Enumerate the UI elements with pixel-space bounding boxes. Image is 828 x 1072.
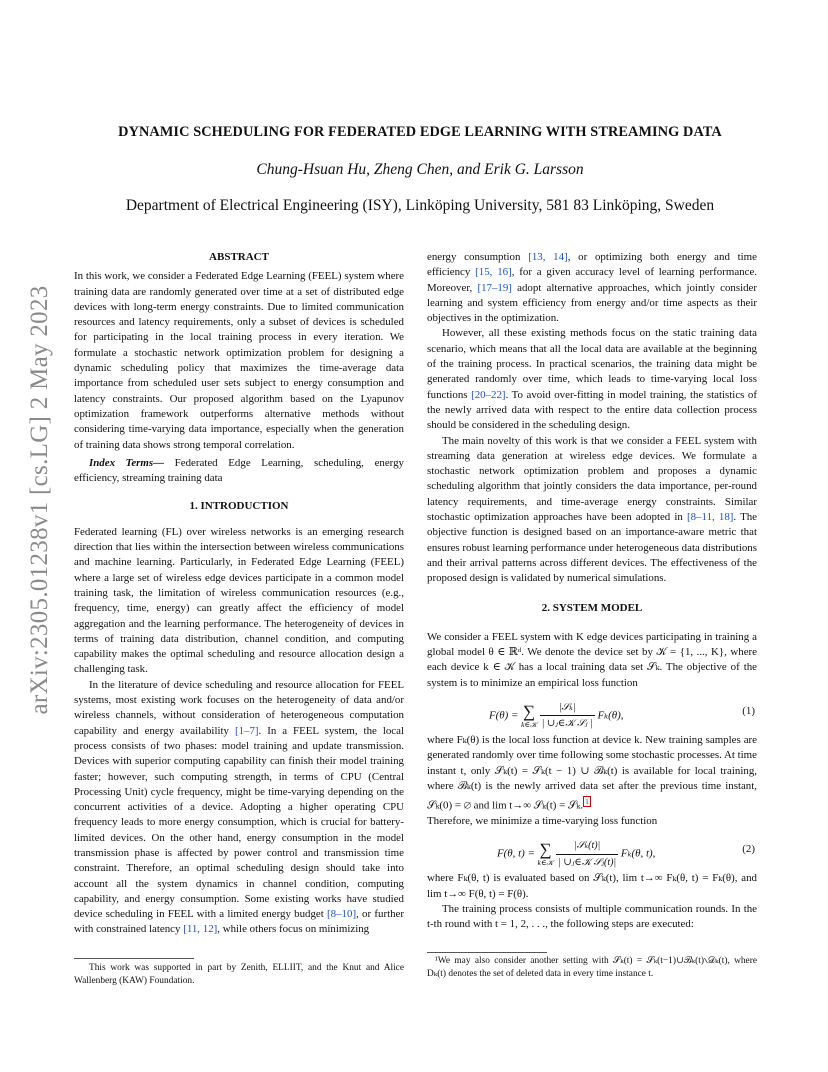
abstract-heading: ABSTRACT (209, 251, 269, 263)
eq1-fraction (540, 700, 595, 732)
arxiv-stamp-text: arXiv:2305.01238v1 [cs.LG] 2 May 2023 (26, 285, 53, 715)
equation-1-body (489, 700, 623, 732)
eq2-rhs: Fₖ(θ, t), (620, 847, 656, 860)
eq1-number: (1) (742, 705, 755, 718)
citation-link[interactable]: [8–11, 18] (687, 511, 734, 524)
footnote-marker-link[interactable]: 1 (585, 797, 589, 807)
intro-heading: 1. INTRODUCTION (189, 500, 289, 513)
footnote-rule-left (74, 958, 194, 959)
intro-paragraph-1: Federated learning (FL) over wireless networks is an emerging research direction that lies within the intersection between wireless communications and machine learning. Particularly, in Federated Edge Learning (FEEL) where a large set of wireless edge devices participate in a common model training task, the limitation of wireless communication resources (e.g., frequency, time, energy) can greatly affect the efficiency of model aggregation and the learning performance. The heterogeneity of devices in terms of training data distribution, channel condition, and computing capability makes the optimal scheduling and resource allocation design a challenging task. (74, 525, 404, 676)
citation-link[interactable]: [17–19] (477, 281, 512, 294)
eq2-denominator: | ∪ⱼ∈𝒦 𝒮ⱼ(t)| (558, 856, 617, 868)
right-p2-text-a: However, all these existing methods focus on the static training data scenario, which means that all the local data are available at the beginning of the training process. In practical scenarios, the training data might be generated randomly over time, which leads to time-varying local loss functions (427, 327, 757, 401)
intro-p2-text-b: . In a FEEL system, the local process consists of two phases: model training and update transmission. Devices with superior computing capability can finish their model training faster; however, such computing strength, in terms of CPU (Central Processing Unit) cycle frequency, might be time-varying depending on the concurrent activities of a device. Adopting a higher operating CPU frequency leads to more energy consumption, which is crucial for battery-limited devices. On the other hand, energy consumption in the model transmission phase is affected by power control and transmission time constraint. Therefore, an optimal scheduling design should take into account all the system dynamics in channel condition, computing capability, and energy consumption. Some existing works have studied device scheduling in FEEL with a limited energy budget (74, 724, 404, 921)
sm2-text: where Fₖ(θ) is the local loss function at device k. New training samples are generated randomly over time following some stochastic processes. At time instant t, only 𝒮ₖ(t) = 𝒮ₖ(t − 1) ∪ ℬₖ(t) is available for local training, where ℬₖ(t) is the newly arrived data set after the previous time instant, 𝒮ₖ(0) = ∅ and lim t→∞ 𝒮ₖ(t) = 𝒮ₖ. (427, 734, 757, 812)
footnote-rule-right (427, 952, 547, 953)
equation-1 (427, 694, 757, 730)
system-model-paragraph-1: We consider a FEEL system with K edge devices participating in training a global model θ ∈ ℝᵈ. We denote the device set by 𝒦 = {1, ..., K}, where each device k ∈ 𝒦 has a local training data set 𝒮ₖ. The objective of the system is to minimize an empirical loss function (427, 630, 757, 689)
index-terms (74, 456, 404, 487)
system-model-paragraph-5: The training process consists of multiple communication rounds. In the t-th round with t = 1, 2, . . ., the following steps are executed: (427, 903, 757, 931)
equation-2 (427, 832, 757, 868)
eq2-numerator: |𝒮ₖ(t)| (556, 838, 618, 854)
system-model-paragraph-2 (427, 733, 757, 814)
index-terms-label: Index Terms— (89, 456, 165, 469)
right-paragraph-2 (427, 326, 757, 433)
right-p1-text-b: , or optimizing both energy and time efficiency (427, 251, 757, 279)
right-p1-text-a: energy consumption (427, 251, 529, 263)
left-column (74, 250, 404, 938)
abstract-text: In this work, we consider a Federated Edge Learning (FEEL) system where training data are randomly generated over time at a set of distributed edge devices with long-term energy constraints. Due to limited communication resources and latency requirements, only a subset of devices is scheduled for participating in the local training process in every iteration. We formulate a stochastic network optimization problem for designing a dynamic scheduling policy that maximizes the time-average data importance from scheduled user sets subject to energy consumption and latency constraints. Our proposed algorithm based on the Lyapunov optimization framework outperforms alternative methods without considering time-varying data importance, especially when the generation of training data shows strong temporal correlation. (74, 270, 404, 451)
index-terms-text: Federated Edge Learning, scheduling, energy efficiency, streaming training data (74, 456, 404, 485)
eq1-denominator: | ∪ⱼ∈𝒦 𝒮ⱼ | (541, 718, 593, 730)
right-p2-text-b: . To avoid over-fitting in model training, the statistics of the newly arrived data with respect to the entire data collection process should be considered in the scheduling design. (427, 388, 757, 432)
right-p3-text-a: The main novelty of this work is that we consider a FEEL system with streaming data generation at wireless edge devices. We formulate a stochastic network optimization problem and proposes a dynamic scheduling algorithm that jointly considers the data importance, per-round latency requirements, and time-average energy constraints. Similar stochastic optimization approaches have been adopted in (427, 434, 757, 524)
equation-2-body (497, 838, 655, 870)
intro-p2-text-a: In the literature of device scheduling and resource allocation for FEEL systems, most existing work focuses on the heterogeneity of data and/or wireless channels, without consideration of heterogeneous computation capability and energy availability (74, 678, 404, 737)
system-model-paragraph-4: where Fₖ(θ, t) is evaluated based on 𝒮ₖ(t), lim t→∞ Fₖ(θ, t) = Fₖ(θ), and lim t→∞ F(θ, t) = F(θ). (427, 872, 757, 900)
right-paragraph-3 (427, 434, 757, 587)
citation-link[interactable]: [8–10] (327, 908, 357, 921)
paper-affiliation: Department of Electrical Engineering (ISY), Linköping University, 581 83 Linköping, Sweden (125, 197, 715, 214)
data-footnote: ¹We may also consider another setting with 𝒮ₖ(t) = 𝒮ₖ(t−1)∪ℬₖ(t)∖𝒟ₖ(t), where Dₖ(t) denotes the set of deleted data in every time instance t. (427, 956, 757, 979)
arxiv-stamp (20, 285, 60, 715)
eq1-sum-subscript: k∈𝒦 (521, 719, 537, 729)
eq2-sum (538, 841, 554, 867)
eq2-sum-subscript: k∈𝒦 (537, 858, 554, 868)
intro-paragraph-2 (74, 678, 404, 938)
citation-link[interactable]: [13, 14] (528, 251, 568, 263)
paper-authors: Chung-Hsuan Hu, Zheng Chen, and Erik G. Larsson (256, 161, 584, 178)
sum-symbol-icon: ∑ (522, 701, 536, 721)
funding-footnote: This work was supported in part by Zenith, ELLIIT, and the Knut and Alice Wallenberg (KAW) Foundation. (74, 963, 404, 986)
eq1-lhs: F(θ) = (489, 709, 519, 722)
paper-title: DYNAMIC SCHEDULING FOR FEDERATED EDGE LEARNING WITH STREAMING DATA (118, 124, 722, 140)
citation-link[interactable]: [1–7] (234, 724, 259, 737)
right-p1-text-c: , for a given accuracy level of learning performance. Moreover, (427, 266, 758, 294)
citation-link[interactable]: [11, 12] (183, 923, 218, 936)
eq1-sum (521, 703, 537, 729)
right-column (427, 250, 757, 933)
eq2-fraction (556, 838, 618, 870)
eq1-rhs: Fₖ(θ), (597, 709, 624, 722)
system-model-heading: 2. SYSTEM MODEL (541, 601, 643, 614)
right-p1-text-d: adopt alternative approaches, which jointly consider learning and system efficiency from energy and/or time aspects as their objectives in the optimization. (427, 281, 758, 325)
intro-p2-text-d: , while others focus on minimizing (217, 923, 370, 936)
eq2-lhs: F(θ, t) = (497, 847, 535, 860)
eq2-number: (2) (742, 843, 755, 856)
citation-link[interactable]: [15, 16] (475, 266, 512, 279)
system-model-paragraph-3: Therefore, we minimize a time-varying loss function (427, 815, 658, 828)
right-paragraph-1 (427, 250, 757, 326)
right-p3-text-b: . The objective function is designed based on an importance-aware metric that ensures robust learning performance under heterogeneous data distributions and their arrival patterns across different devices. The effectiveness of the proposed design is validated by numerical simulations. (427, 511, 758, 585)
sum-symbol-icon: ∑ (539, 840, 552, 860)
citation-link[interactable]: [20–22] (471, 388, 506, 401)
eq1-numerator: |𝒮ₖ| (540, 700, 595, 716)
intro-p2-text-c: , or further with constrained latency (74, 908, 404, 936)
